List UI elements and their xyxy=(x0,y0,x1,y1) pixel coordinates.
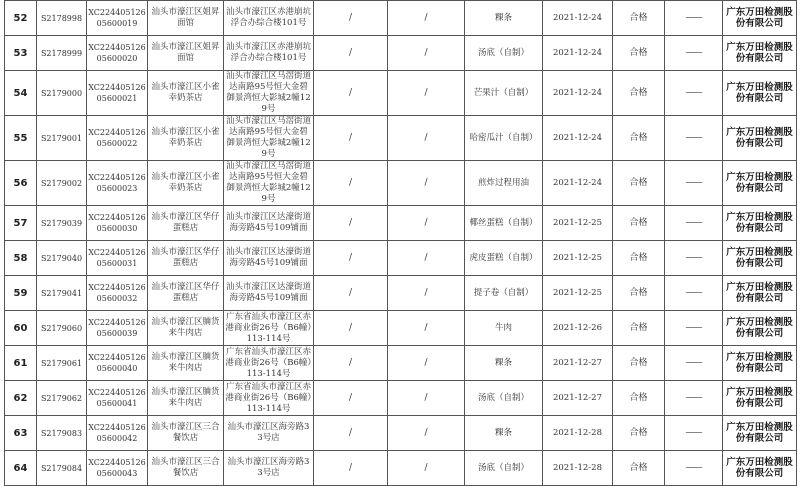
testing-org-cell: 广东万田检测股份有限公司 xyxy=(723,36,797,71)
row-number-cell: 60 xyxy=(5,311,37,346)
testing-org-cell: 广东万田检测股份有限公司 xyxy=(723,416,797,451)
unit-address-cell: 汕头市濠江区马滘街道达南路95号恒大金碧御景湾恒大影城2幢129号 xyxy=(224,71,314,116)
row-number-cell: 58 xyxy=(5,241,37,276)
specification-cell: / xyxy=(388,311,465,346)
nonconforming-item-cell: —— xyxy=(665,36,723,71)
unit-address-cell: 汕头市濠江区赤港崩坑浮合办综合楼101号 xyxy=(224,36,314,71)
production-date-cell: 2021-12-24 xyxy=(543,116,613,161)
brand-cell: / xyxy=(314,311,388,346)
food-name-cell: 汤底（自制） xyxy=(465,36,543,71)
nonconforming-item-cell: —— xyxy=(665,451,723,486)
sampled-unit-cell: 汕头市濠江区腩货来牛肉店 xyxy=(148,381,224,416)
nonconforming-item-cell: —— xyxy=(665,1,723,36)
report-code-cell: S2178999 xyxy=(37,36,87,71)
brand-cell: / xyxy=(314,381,388,416)
result-cell: 合格 xyxy=(613,116,665,161)
nonconforming-item-cell: —— xyxy=(665,116,723,161)
report-code-cell: S2179060 xyxy=(37,311,87,346)
specification-cell: / xyxy=(388,451,465,486)
unit-address-cell: 广东省汕头市濠江区赤港商业街26号（B6幢）113-114号 xyxy=(225,311,312,344)
result-cell: 合格 xyxy=(613,241,665,276)
table-row xyxy=(5,116,797,161)
production-date-cell: 2021-12-24 xyxy=(543,1,613,36)
row-number-cell: 64 xyxy=(5,451,37,486)
production-date-cell: 2021-12-24 xyxy=(543,36,613,71)
report-code-cell: S2179040 xyxy=(37,241,87,276)
row-number-cell: 52 xyxy=(5,1,37,36)
sample-id-cell: XC22440512605600041 xyxy=(87,381,148,416)
production-date-cell: 2021-12-25 xyxy=(543,241,613,276)
specification-cell: / xyxy=(388,346,465,381)
specification-cell: / xyxy=(388,116,465,161)
sample-id-cell: XC22440512605600021 xyxy=(87,71,148,116)
sampled-unit-cell: 汕头市濠江区三合餐饮店 xyxy=(148,416,224,451)
table-row xyxy=(5,346,797,381)
table-row xyxy=(5,276,797,311)
brand-cell: / xyxy=(314,116,388,161)
unit-address-cell: 汕头市濠江区达濠街道海旁路45号109铺面 xyxy=(224,206,314,241)
production-date-cell: 2021-12-27 xyxy=(543,346,613,381)
specification-cell: / xyxy=(388,381,465,416)
nonconforming-item-cell: —— xyxy=(665,71,723,116)
nonconforming-item-cell: —— xyxy=(665,346,723,381)
table-row xyxy=(5,1,797,36)
table-row xyxy=(5,451,797,486)
nonconforming-item-cell: —— xyxy=(665,206,723,241)
result-cell: 合格 xyxy=(613,276,665,311)
sample-id-cell: XC22440512605600022 xyxy=(87,116,148,161)
report-code-cell: S2179061 xyxy=(37,346,87,381)
sampled-unit-cell: 汕头市濠江区小雀幸奶茶店 xyxy=(148,161,224,206)
production-date-cell: 2021-12-25 xyxy=(543,276,613,311)
table-row xyxy=(5,311,797,346)
production-date-cell: 2021-12-25 xyxy=(543,206,613,241)
row-number-cell: 55 xyxy=(5,116,37,161)
sampled-unit-cell: 汕头市濠江区腩货来牛肉店 xyxy=(148,311,224,346)
sample-id-cell: XC22440512605600023 xyxy=(87,161,148,206)
sample-id-cell: XC22440512605600019 xyxy=(87,1,148,36)
report-code-cell: S2179083 xyxy=(37,416,87,451)
production-date-cell: 2021-12-28 xyxy=(543,416,613,451)
testing-org-cell: 广东万田检测股份有限公司 xyxy=(723,116,797,161)
table-row xyxy=(5,36,797,71)
brand-cell: / xyxy=(314,451,388,486)
inspection-results-table xyxy=(4,0,797,486)
specification-cell: / xyxy=(388,241,465,276)
row-number-cell: 53 xyxy=(5,36,37,71)
testing-org-cell: 广东万田检测股份有限公司 xyxy=(723,451,797,486)
brand-cell: / xyxy=(314,276,388,311)
sampled-unit-cell: 汕头市濠江区三合餐饮店 xyxy=(148,451,224,486)
food-name-cell: 哈密瓜汁（自制） xyxy=(465,116,543,161)
testing-org-cell: 广东万田检测股份有限公司 xyxy=(723,161,797,206)
food-name-cell: 汤底（自制） xyxy=(465,451,543,486)
food-name-cell: 牛肉 xyxy=(465,311,543,346)
unit-address-cell: 汕头市濠江区马滘街道达南路95号恒大金碧御景湾恒大影城2幢129号 xyxy=(224,116,314,161)
specification-cell: / xyxy=(388,161,465,206)
sample-id-cell: XC22440512605600020 xyxy=(87,36,148,71)
unit-address-cell: 汕头市濠江区达濠街道海旁路45号109铺面 xyxy=(224,241,314,276)
brand-cell: / xyxy=(314,206,388,241)
food-name-cell: 芒果汁（自制） xyxy=(465,71,543,116)
testing-org-cell: 广东万田检测股份有限公司 xyxy=(723,1,797,36)
food-name-cell: 粿条 xyxy=(465,416,543,451)
table-row xyxy=(5,381,797,416)
food-name-cell: 虎皮蛋糕（自制） xyxy=(465,241,543,276)
brand-cell: / xyxy=(314,1,388,36)
result-cell: 合格 xyxy=(613,1,665,36)
sampled-unit-cell: 汕头市濠江区姐昇面馆 xyxy=(148,1,224,36)
result-cell: 合格 xyxy=(613,71,665,116)
sample-id-cell: XC22440512605600039 xyxy=(87,311,148,346)
specification-cell: / xyxy=(388,36,465,71)
table-row xyxy=(5,241,797,276)
food-name-cell: 椰丝蛋糕（自制） xyxy=(465,206,543,241)
food-name-cell: 汤底（自制） xyxy=(465,381,543,416)
brand-cell: / xyxy=(314,36,388,71)
production-date-cell: 2021-12-24 xyxy=(543,161,613,206)
specification-cell: / xyxy=(388,71,465,116)
testing-org-cell: 广东万田检测股份有限公司 xyxy=(723,206,797,241)
table-body xyxy=(5,1,797,486)
sample-id-cell: XC22440512605600042 xyxy=(87,416,148,451)
brand-cell: / xyxy=(314,346,388,381)
sampled-unit-cell: 汕头市濠江区华仔蛋糕店 xyxy=(148,241,224,276)
food-name-cell: 粿条 xyxy=(465,346,543,381)
testing-org-cell: 广东万田检测股份有限公司 xyxy=(723,276,797,311)
table-row xyxy=(5,161,797,206)
result-cell: 合格 xyxy=(613,161,665,206)
row-number-cell: 54 xyxy=(5,71,37,116)
sampled-unit-cell: 汕头市濠江区腩货来牛肉店 xyxy=(148,346,224,381)
specification-cell: / xyxy=(388,276,465,311)
production-date-cell: 2021-12-26 xyxy=(543,311,613,346)
production-date-cell: 2021-12-27 xyxy=(543,381,613,416)
sampled-unit-cell: 汕头市濠江区小雀幸奶茶店 xyxy=(148,71,224,116)
food-name-cell: 粿条 xyxy=(465,1,543,36)
row-number-cell: 62 xyxy=(5,381,37,416)
table-row xyxy=(5,416,797,451)
report-code-cell: S2178998 xyxy=(37,1,87,36)
unit-address-cell: 汕头市濠江区马滘街道达南路95号恒大金碧御景湾恒大影城2幢129号 xyxy=(224,161,314,206)
report-code-cell: S2179000 xyxy=(37,71,87,116)
testing-org-cell: 广东万田检测股份有限公司 xyxy=(723,71,797,116)
nonconforming-item-cell: —— xyxy=(665,381,723,416)
result-cell: 合格 xyxy=(613,36,665,71)
testing-org-cell: 广东万田检测股份有限公司 xyxy=(723,346,797,381)
production-date-cell: 2021-12-24 xyxy=(543,71,613,116)
unit-address-cell: 广东省汕头市濠江区赤港商业街26号（B6幢）113-114号 xyxy=(225,381,312,414)
sample-id-cell: XC22440512605600043 xyxy=(87,451,148,486)
report-code-cell: S2179039 xyxy=(37,206,87,241)
result-cell: 合格 xyxy=(613,451,665,486)
row-number-cell: 56 xyxy=(5,161,37,206)
report-code-cell: S2179001 xyxy=(37,116,87,161)
result-cell: 合格 xyxy=(613,416,665,451)
sampled-unit-cell: 汕头市濠江区华仔蛋糕店 xyxy=(148,276,224,311)
testing-org-cell: 广东万田检测股份有限公司 xyxy=(723,311,797,346)
result-cell: 合格 xyxy=(613,381,665,416)
brand-cell: / xyxy=(314,71,388,116)
specification-cell: / xyxy=(388,1,465,36)
sample-id-cell: XC22440512605600040 xyxy=(87,346,148,381)
brand-cell: / xyxy=(314,416,388,451)
unit-address-cell: 汕头市濠江区达濠街道海旁路45号109铺面 xyxy=(224,276,314,311)
nonconforming-item-cell: —— xyxy=(665,276,723,311)
sampled-unit-cell: 汕头市濠江区华仔蛋糕店 xyxy=(148,206,224,241)
table-row xyxy=(5,206,797,241)
nonconforming-item-cell: —— xyxy=(665,416,723,451)
unit-address-cell: 汕头市濠江区海旁路33号店 xyxy=(224,416,314,451)
nonconforming-item-cell: —— xyxy=(665,311,723,346)
food-name-cell: 煎炸过程用油 xyxy=(465,161,543,206)
brand-cell: / xyxy=(314,241,388,276)
report-code-cell: S2179002 xyxy=(37,161,87,206)
report-code-cell: S2179084 xyxy=(37,451,87,486)
unit-address-cell: 汕头市濠江区赤港崩坑浮合办综合楼101号 xyxy=(224,1,314,36)
testing-org-cell: 广东万田检测股份有限公司 xyxy=(723,381,797,416)
result-cell: 合格 xyxy=(613,206,665,241)
unit-address-cell: 广东省汕头市濠江区赤港商业街26号（B6幢）113-114号 xyxy=(225,346,312,379)
specification-cell: / xyxy=(388,206,465,241)
brand-cell: / xyxy=(314,161,388,206)
table-row xyxy=(5,71,797,116)
row-number-cell: 59 xyxy=(5,276,37,311)
result-cell: 合格 xyxy=(613,311,665,346)
nonconforming-item-cell: —— xyxy=(665,241,723,276)
row-number-cell: 61 xyxy=(5,346,37,381)
production-date-cell: 2021-12-28 xyxy=(543,451,613,486)
sample-id-cell: XC22440512605600031 xyxy=(87,241,148,276)
row-number-cell: 57 xyxy=(5,206,37,241)
row-number-cell: 63 xyxy=(5,416,37,451)
sampled-unit-cell: 汕头市濠江区姐昇面馆 xyxy=(148,36,224,71)
unit-address-cell: 汕头市濠江区海旁路33号店 xyxy=(224,451,314,486)
specification-cell: / xyxy=(388,416,465,451)
sample-id-cell: XC22440512605600032 xyxy=(87,276,148,311)
result-cell: 合格 xyxy=(613,346,665,381)
testing-org-cell: 广东万田检测股份有限公司 xyxy=(723,241,797,276)
sample-id-cell: XC22440512605600030 xyxy=(87,206,148,241)
sampled-unit-cell: 汕头市濠江区小雀幸奶茶店 xyxy=(148,116,224,161)
food-name-cell: 提子卷（自制） xyxy=(465,276,543,311)
report-code-cell: S2179041 xyxy=(37,276,87,311)
report-code-cell: S2179062 xyxy=(37,381,87,416)
nonconforming-item-cell: —— xyxy=(665,161,723,206)
